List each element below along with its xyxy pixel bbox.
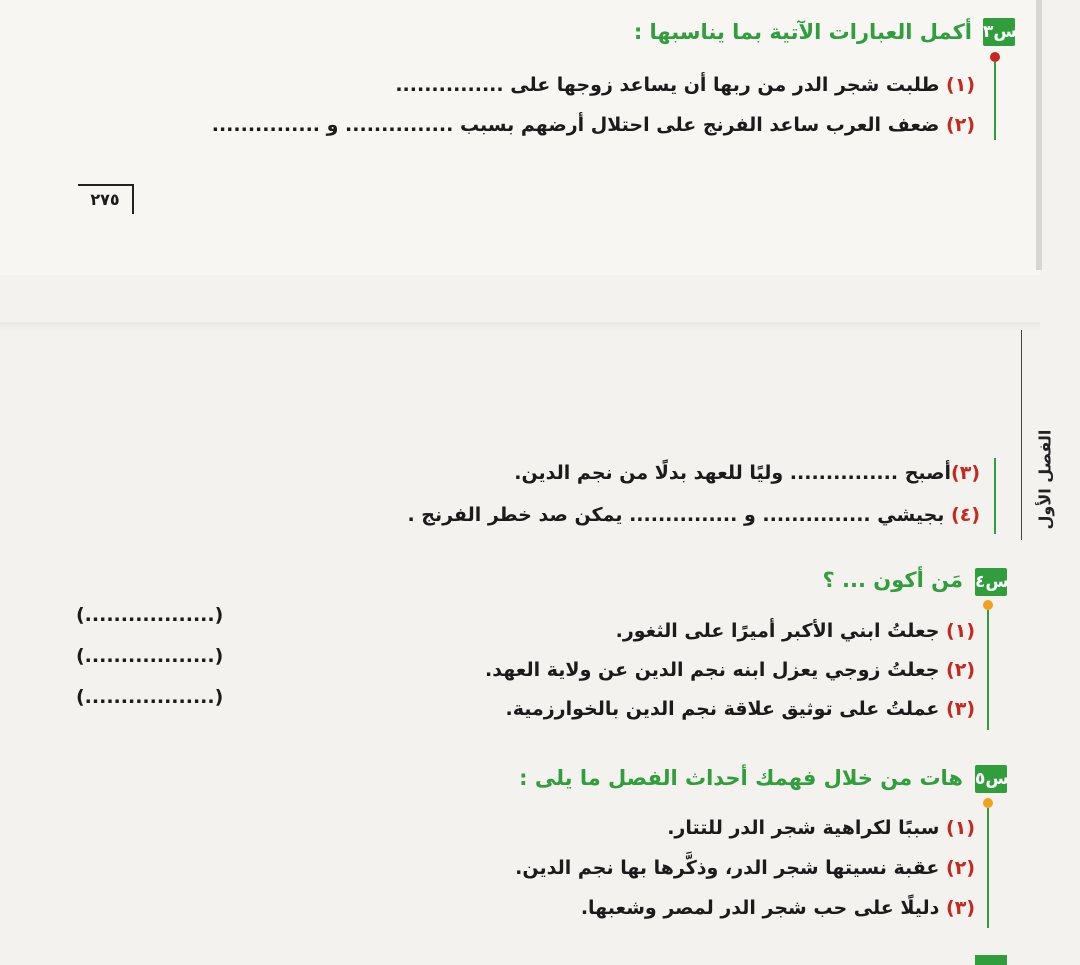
q5-item-3-num: (٣) bbox=[946, 897, 975, 919]
top-page-edge bbox=[1036, 0, 1042, 270]
q3-dot bbox=[990, 52, 1000, 62]
q3-item-4-text: بجيشي ............... و ............... يمكن صد خطر الفرنج . bbox=[407, 504, 952, 526]
page-number: ٢٧٥ bbox=[78, 184, 134, 214]
q3-item-1-text: طلبت شجر الدر من ربها أن يساعد زوجها على ............... bbox=[395, 74, 947, 96]
q4-answer-1: (..................) bbox=[76, 604, 224, 626]
q3-cont-rule bbox=[994, 458, 996, 534]
q4-item-2-num: (٢) bbox=[946, 659, 975, 681]
q3-item-3-text: أصبح ............... وليًا للعهد بدلًا من نجم الدين. bbox=[514, 462, 952, 484]
q5-title: هات من خلال فهمك أحداث الفصل ما يلى : bbox=[519, 766, 963, 790]
q4-item-3-num: (٣) bbox=[946, 698, 975, 720]
q5-item-3-text: دليلًا على حب شجر الدر لمصر وشعبها. bbox=[580, 897, 947, 919]
q5-item-2-text: عقبة نسيتها شجر الدر، وذكَّرها بها نجم الدين. bbox=[515, 857, 947, 879]
q4-item-1-num: (١) bbox=[946, 620, 975, 642]
q5-dot bbox=[983, 798, 993, 808]
q5-item-2 bbox=[515, 857, 975, 879]
q4-item-2-text: جعلتُ زوجي يعزل ابنه نجم الدين عن ولاية العهد. bbox=[485, 659, 947, 681]
q5-item-3 bbox=[581, 897, 975, 919]
q5-item-1-num: (١) bbox=[946, 817, 975, 839]
q3-item-1 bbox=[395, 74, 975, 96]
q5-badge: س٥ bbox=[975, 765, 1007, 793]
q3-badge: س٣ bbox=[983, 18, 1015, 46]
q3-item-3-num: (٣) bbox=[951, 462, 980, 484]
q5-item-2-num: (٢) bbox=[946, 857, 975, 879]
q4-item-1-text: جعلتُ ابني الأكبر أميرًا على الثغور. bbox=[615, 620, 947, 642]
q4-item-3 bbox=[505, 698, 975, 720]
bottom-page-top-edge bbox=[0, 322, 1040, 332]
q5-item-1 bbox=[667, 817, 975, 839]
q3-item-4 bbox=[407, 504, 980, 526]
q5-item-1-text: سببًا لكراهية شجر الدر للتتار. bbox=[667, 817, 947, 839]
q4-answer-2: (..................) bbox=[76, 645, 224, 667]
side-rule bbox=[1021, 330, 1022, 540]
q4-item-2 bbox=[485, 659, 975, 681]
q3-title: أكمل العبارات الآتية بما يناسبها : bbox=[633, 20, 972, 44]
q3-rule bbox=[994, 62, 996, 140]
next-question-badge-partial bbox=[975, 955, 1007, 965]
q3-item-1-num: (١) bbox=[946, 74, 975, 96]
q4-item-3-text: عملتُ على توثيق علاقة نجم الدين بالخوارزمية. bbox=[505, 698, 947, 720]
q4-rule bbox=[987, 610, 989, 730]
q3-item-2 bbox=[212, 114, 975, 136]
q4-item-1 bbox=[616, 620, 975, 642]
q4-title: مَن أكون ... ؟ bbox=[822, 568, 963, 592]
q3-item-2-text: ضعف العرب ساعد الفرنج على احتلال أرضهم بسبب ............... و ............... bbox=[211, 114, 947, 136]
q4-badge: س٤ bbox=[975, 568, 1007, 596]
q5-rule bbox=[987, 808, 989, 928]
q4-dot bbox=[983, 600, 993, 610]
q4-answer-3: (..................) bbox=[76, 686, 224, 708]
q3-item-4-num: (٤) bbox=[951, 504, 980, 526]
q3-item-2-num: (٢) bbox=[946, 114, 975, 136]
side-label: الفصل الأول bbox=[1035, 429, 1055, 530]
q3-item-3 bbox=[514, 462, 980, 484]
